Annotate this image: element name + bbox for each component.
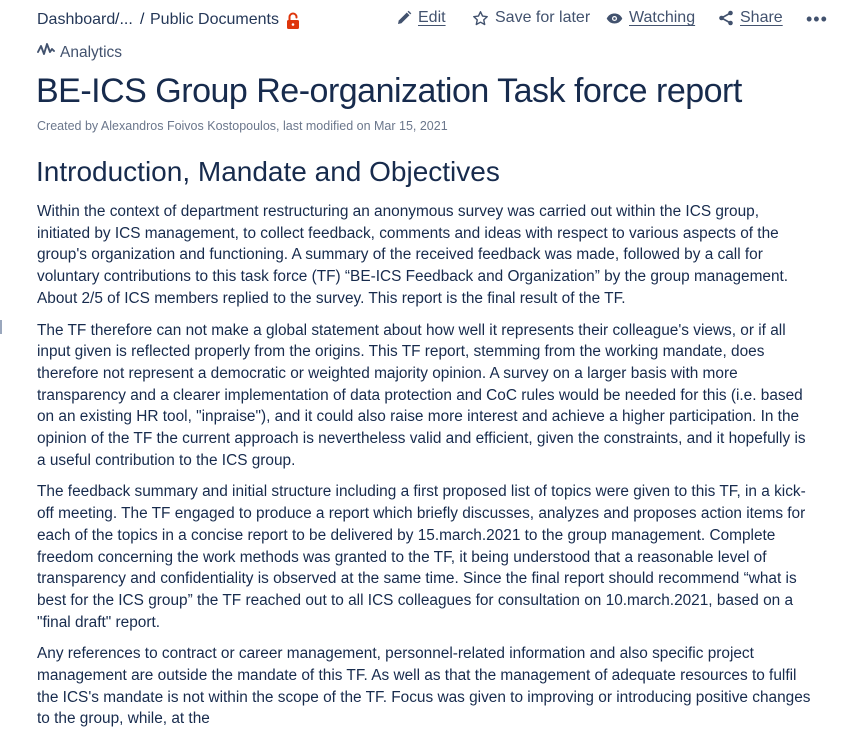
analytics-icon [37,43,55,62]
eye-icon [606,12,623,25]
paragraph: The TF therefore can not make a global statement about how well it represents their colleague's views, or if all input given is reflected properly from the origins. This TF report, stemming from the working mandate, does therefore not represent a democratic or weighted majority opinion. A survey on a larger basis with more transparency and a clearer implementation of data protection and CoC rules would be needed for this (i.e. based on an existing HR tool, "inpraise"), and it could also raise more interest and achieve a higher participation. In the opinion of the TF the current approach is nevertheless valid and efficient, given the constraints, and it hopefully is a useful contribution to the ICS group. [37,321,806,469]
breadcrumb-dashboard[interactable]: Dashboard [37,11,116,28]
save-for-later-button[interactable] [472,9,590,27]
star-icon [472,10,489,27]
unlocked-padlock-icon[interactable] [285,12,301,30]
paragraph: Any references to contract or career management, personnel-related information and also specific project management are outside the mandate of this TF. As well as that the management of adequate resources to fulfil the ICS's mandate is not within the scope of the TF. Focus was given to improving or introducing positive changes to the group, while, at the [37,645,811,728]
pencil-icon [396,10,412,26]
section-heading: Introduction, Mandate and Objectives [36,156,500,187]
page-title: BE-ICS Group Re-organization Task force report [36,72,742,110]
share-icon [718,10,734,26]
analytics-label: Analytics [60,43,123,61]
breadcrumb-ellipsis[interactable]: /... [115,11,133,28]
paragraph: Within the context of department restructuring an anonymous survey was carried out within the ICS group, initiated by ICS management, to collect feedback, comments and ideas with respect to various aspects of the group's organization and functioning. A summary of the received feedback was made, followed by a call for voluntary contributions to this task force (TF) “BE-ICS Feedback and Organization” by the group management. About 2/5 of ICS members replied to the survey. This report is the final result of the TF. [37,203,789,307]
page-header-bar [0,0,850,42]
paragraph: The feedback summary and initial structure including a first proposed list of topics were given to this TF, in a kick-off meeting. The TF engaged to produce a report which briefly discusses, analyzes and proposes action items for each of the topics in a concise report to be delivered by 15.march.2021 to the group management. Complete freedom concerning the work methods was granted to the TF, it being understood that a reasonable level of transparency and confidentiality is observed at the same time. Since the final report should recommend “what is best for the ICS group” the TF reached out to all ICS colleagues for consultation on 10.march.2021, based on a "final draft" report. [37,483,806,631]
analytics-link[interactable] [37,43,122,62]
watching-button[interactable] [606,9,695,27]
edit-label: Edit [418,9,446,26]
save-for-later-label: Save for later [495,9,591,26]
page-byline: Created by Alexandros Foivos Kostopoulos, last modified on Mar 15, 2021 [37,119,448,133]
page-body [37,201,812,740]
page-edge-marker [0,320,2,334]
breadcrumb-public-documents[interactable]: Public Documents [150,11,279,28]
share-label: Share [740,9,783,26]
breadcrumb-separator: / [140,11,145,28]
watching-label: Watching [629,9,696,26]
more-actions-icon[interactable]: ••• [806,9,828,29]
share-button[interactable] [718,9,783,27]
edit-button[interactable] [396,9,446,27]
